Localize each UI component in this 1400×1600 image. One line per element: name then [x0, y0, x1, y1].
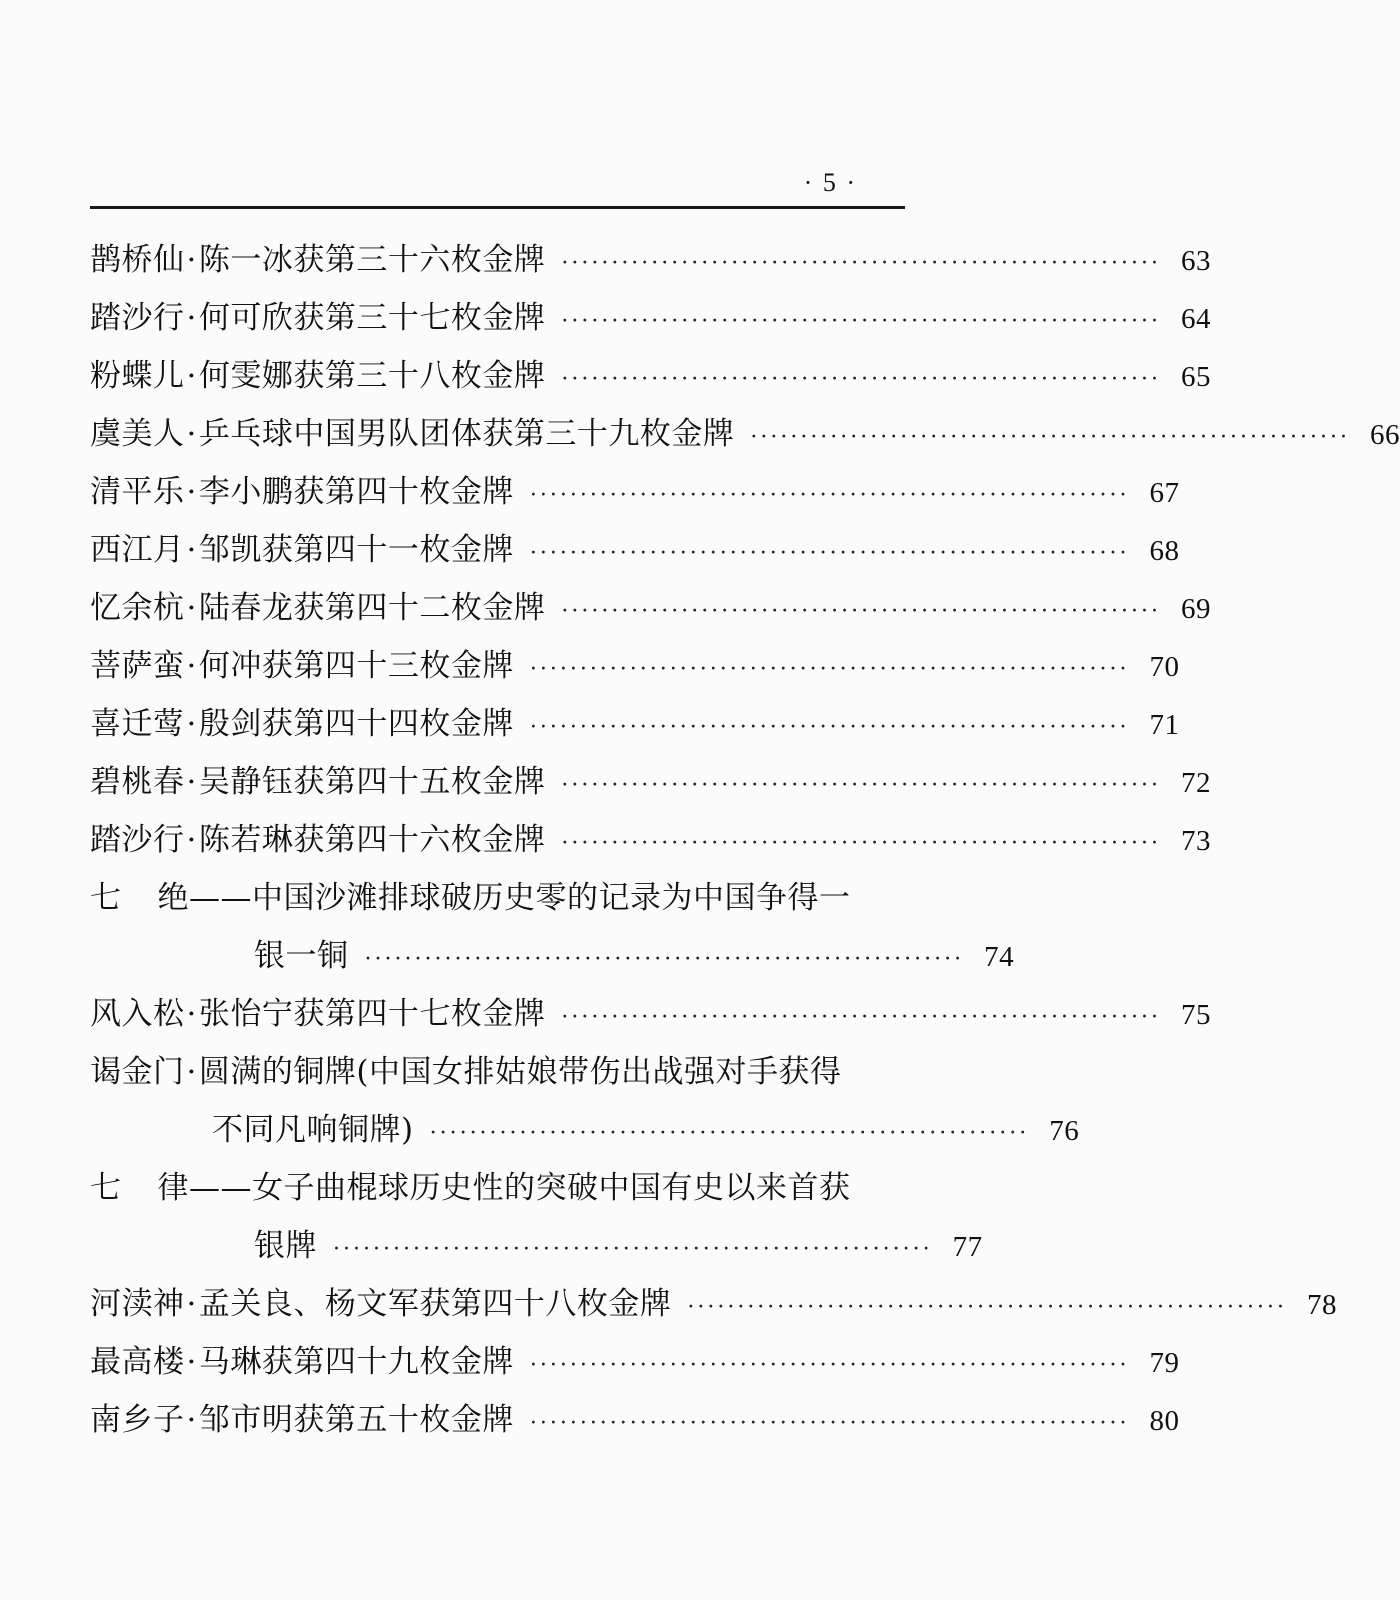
entry-tune-second-char: 律	[157, 1170, 189, 1206]
page-header	[90, 168, 905, 208]
entry-tune-first-char: 七	[90, 1170, 122, 1206]
toc-entry[interactable]: 虞美人 · 乒乓球中国男队团体获第三十九枚金牌 ···························································· 66	[90, 410, 905, 468]
dot-leader: ····························································	[529, 541, 1130, 566]
entry-title: 乒乓球中国男队团体获第三十九枚金牌	[198, 416, 735, 452]
dot-leader: ····························································	[687, 1295, 1287, 1320]
dot-leader: ····························································	[529, 657, 1130, 682]
entry-page: 66	[1369, 419, 1400, 451]
entry-tune: 最高楼	[90, 1344, 185, 1380]
toc-entry[interactable]: 踏沙行 · 何可欣获第三十七枚金牌 ···························································· 64	[90, 294, 905, 352]
entry-title-line2: 不同凡响铜牌)	[212, 1112, 414, 1148]
entry-title: 邹市明获第五十枚金牌	[198, 1402, 514, 1438]
toc-entry[interactable]: 河渎神 · 孟关良、杨文军获第四十八枚金牌 ···························································· 78	[90, 1280, 905, 1338]
entry-page: 65	[1180, 361, 1211, 393]
dot-leader: ····························································	[561, 1005, 1161, 1030]
entry-page: 69	[1180, 593, 1211, 625]
toc-entry[interactable]: 菩萨蛮 · 何冲获第四十三枚金牌 ···························································· 70	[90, 642, 905, 700]
entry-tune: 踏沙行	[90, 300, 185, 336]
entry-tune: 风入松	[90, 996, 185, 1032]
entry-tune-second-char: 绝	[157, 880, 189, 916]
entry-tune: 清平乐	[90, 474, 185, 510]
entry-tune-first-char: 七	[90, 880, 122, 916]
entry-tune: 喜迁莺	[90, 706, 185, 742]
entry-tune: 粉蝶儿	[90, 358, 185, 394]
dot-leader: ····························································	[529, 1353, 1130, 1378]
entry-title: 何冲获第四十三枚金牌	[198, 648, 514, 684]
entry-tune: 虞美人	[90, 416, 185, 452]
entry-page: 76	[1049, 1115, 1080, 1147]
entry-title: 李小鹏获第四十枚金牌	[198, 474, 514, 510]
page-number: · 5 ·	[803, 168, 857, 197]
entry-tune: 鹊桥仙	[90, 242, 185, 278]
entry-page: 77	[952, 1231, 983, 1263]
entry-title: 马琳获第四十九枚金牌	[198, 1344, 514, 1380]
entry-title: 陆春龙获第四十二枚金牌	[198, 590, 546, 626]
entry-page: 80	[1149, 1405, 1180, 1437]
entry-tune: 西江月	[90, 532, 185, 568]
entry-title: 殷剑获第四十四枚金牌	[198, 706, 514, 742]
toc-entry[interactable]: 最高楼 · 马琳获第四十九枚金牌 ···························································· 79	[90, 1338, 905, 1396]
dot-leader: ····························································	[750, 425, 1350, 450]
dot-leader: ····························································	[529, 483, 1130, 508]
entry-tune: 南乡子	[90, 1402, 185, 1438]
entry-page: 68	[1149, 535, 1180, 567]
entry-page: 72	[1180, 767, 1211, 799]
dot-leader: ····························································	[561, 831, 1161, 856]
toc-entry[interactable]: 南乡子 · 邹市明获第五十枚金牌 ···························································· 80	[90, 1396, 905, 1454]
entry-page: 64	[1180, 303, 1211, 335]
dot-leader: ····························································	[561, 773, 1161, 798]
entry-page: 67	[1149, 477, 1180, 509]
toc-entry[interactable]: 鹊桥仙 · 陈一冰获第三十六枚金牌 ···························································· 63	[90, 236, 905, 294]
entry-page: 71	[1149, 709, 1180, 741]
dot-leader: ····························································	[561, 367, 1161, 392]
dot-leader: ····························································	[429, 1121, 1030, 1146]
entry-tune: 踏沙行	[90, 822, 185, 858]
entry-title-line2: 银牌	[254, 1228, 317, 1264]
entry-title-line2: 银一铜	[254, 938, 349, 974]
entry-title: 陈若琳获第四十六枚金牌	[198, 822, 546, 858]
toc-entry[interactable]: 清平乐 · 李小鹏获第四十枚金牌 ···························································· 67	[90, 468, 905, 526]
entry-page: 63	[1180, 245, 1211, 277]
entry-title-line1: ——中国沙滩排球破历史零的记录为中国争得一	[189, 880, 851, 916]
entry-title-line1: 圆满的铜牌(中国女排姑娘带伤出战强对手获得	[198, 1054, 842, 1090]
dot-leader: ····························································	[561, 599, 1161, 624]
entry-title-line1: ——女子曲棍球历史性的突破中国有史以来首获	[189, 1170, 851, 1206]
toc-entry[interactable]: 喜迁莺 · 殷剑获第四十四枚金牌 ···························································· 71	[90, 700, 905, 758]
header-rule	[90, 206, 905, 209]
entry-page: 78	[1306, 1289, 1337, 1321]
dot-leader: ····························································	[529, 715, 1130, 740]
entry-title: 孟关良、杨文军获第四十八枚金牌	[198, 1286, 672, 1322]
toc-entry[interactable]: 谒金门 · 圆满的铜牌(中国女排姑娘带伤出战强对手获得 不同凡响铜牌) ···························································· 76	[90, 1048, 905, 1164]
entry-page: 74	[984, 941, 1015, 973]
entry-title: 何雯娜获第三十八枚金牌	[198, 358, 546, 394]
entry-title: 陈一冰获第三十六枚金牌	[198, 242, 546, 278]
entry-title: 邹凯获第四十一枚金牌	[198, 532, 514, 568]
entry-page: 79	[1149, 1347, 1180, 1379]
toc-entry[interactable]	[90, 1164, 983, 1280]
dot-leader: ····························································	[561, 309, 1161, 334]
entry-tune: 碧桃春	[90, 764, 185, 800]
dot-leader: ····························································	[333, 1237, 933, 1262]
dot-leader: ····························································	[529, 1411, 1130, 1436]
entry-page: 70	[1149, 651, 1180, 683]
entry-tune: 谒金门	[90, 1054, 185, 1090]
entry-title: 何可欣获第三十七枚金牌	[198, 300, 546, 336]
dot-leader: ····························································	[364, 947, 965, 972]
toc-entry[interactable]: 忆余杭 · 陆春龙获第四十二枚金牌 ···························································· 69	[90, 584, 905, 642]
toc-entry[interactable]	[90, 874, 1015, 990]
entry-page: 75	[1180, 999, 1211, 1031]
toc-entry[interactable]: 碧桃春 · 吴静钰获第四十五枚金牌 ···························································· 72	[90, 758, 905, 816]
toc-entry[interactable]: 粉蝶儿 · 何雯娜获第三十八枚金牌 ···························································· 65	[90, 352, 905, 410]
entry-title: 张怡宁获第四十七枚金牌	[198, 996, 546, 1032]
entry-tune: 忆余杭	[90, 590, 185, 626]
toc-entry[interactable]: 西江月 · 邹凯获第四十一枚金牌 ···························································· 68	[90, 526, 905, 584]
table-of-contents	[90, 236, 1400, 1454]
toc-entry[interactable]: 风入松 · 张怡宁获第四十七枚金牌 ···························································· 75	[90, 990, 905, 1048]
dot-leader: ····························································	[561, 251, 1161, 276]
entry-tune: 菩萨蛮	[90, 648, 185, 684]
entry-page: 73	[1180, 825, 1211, 857]
entry-title: 吴静钰获第四十五枚金牌	[198, 764, 546, 800]
entry-tune: 河渎神	[90, 1286, 185, 1322]
toc-entry[interactable]: 踏沙行 · 陈若琳获第四十六枚金牌 ···························································· 73	[90, 816, 905, 874]
